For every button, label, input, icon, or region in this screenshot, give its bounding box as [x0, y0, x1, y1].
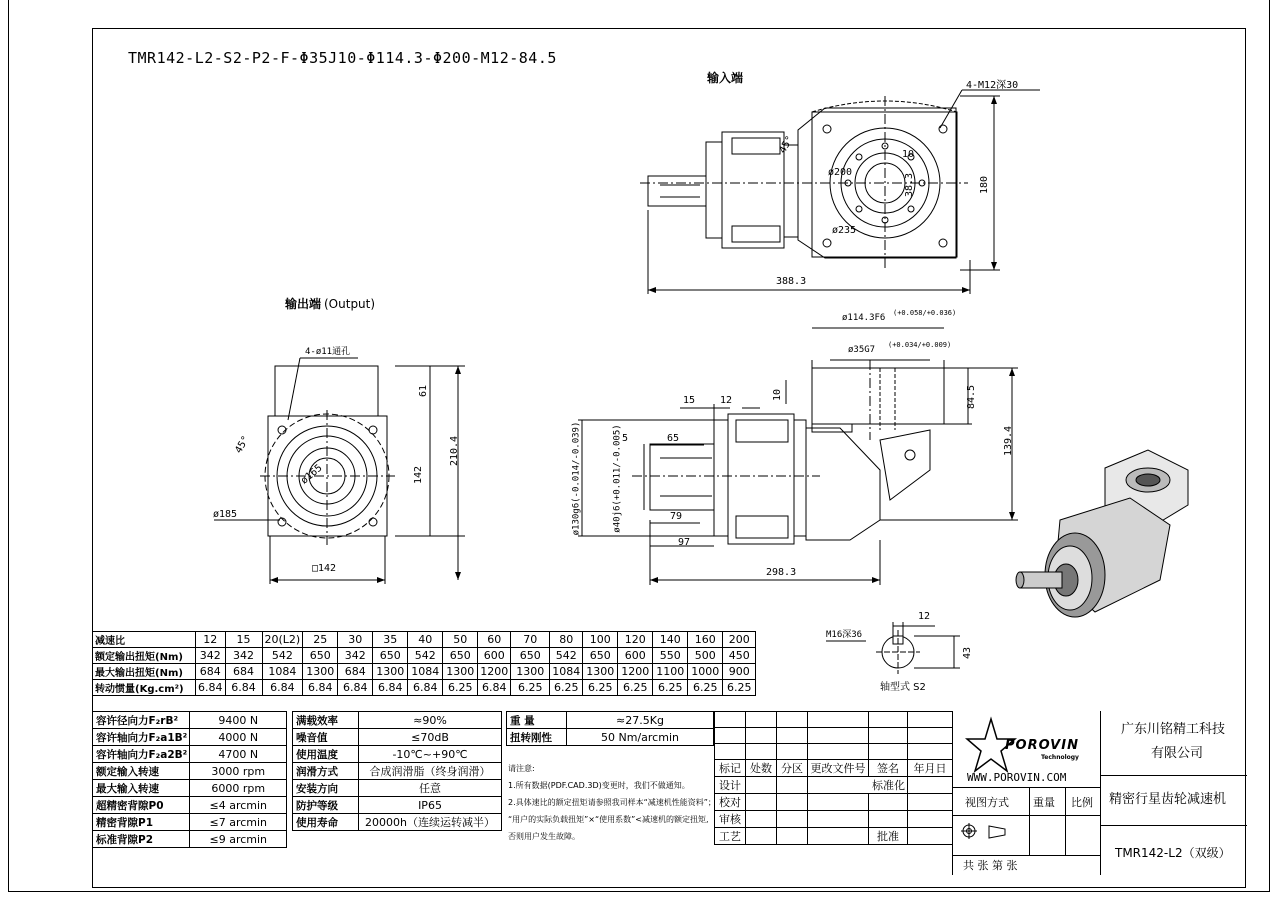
ratio-header-cell: 140	[653, 632, 688, 648]
spec-label: 安装方向	[293, 780, 359, 797]
gearbox-3d-render	[1016, 450, 1188, 617]
dim-298: 298.3	[766, 567, 797, 578]
ratio-cell: 450	[723, 648, 756, 664]
dim-10: 10	[902, 149, 915, 160]
spec-value: ≤4 arcmin	[190, 797, 287, 814]
ratio-cell: 600	[618, 648, 653, 664]
dim-d165: ø165	[298, 462, 325, 487]
spec-value: ≤7 arcmin	[190, 814, 287, 831]
output-view-label: 输出端	[285, 297, 322, 311]
ratio-cell: 342	[338, 648, 373, 664]
rev-standard: 标准化	[808, 777, 908, 794]
ratio-cell: 最大输出扭矩(Nm)	[93, 664, 196, 680]
rev-design: 设计	[715, 777, 746, 794]
dim-g35-tol: (+0.034/+0.009)	[888, 341, 952, 349]
note-line: 请注意:	[508, 764, 535, 773]
ratio-cell: 6.25	[653, 680, 688, 696]
ratio-header-cell: 200	[723, 632, 756, 648]
input-view-label: 输入端	[707, 71, 744, 85]
ratio-cell: 6.84	[408, 680, 443, 696]
spec-label: 润滑方式	[293, 763, 359, 780]
ratio-cell: 转动惯量(Kg.cm²)	[93, 680, 196, 696]
ratio-cell: 6.25	[443, 680, 478, 696]
ratio-cell: 542	[262, 648, 303, 664]
ratio-cell: 1300	[583, 664, 618, 680]
ratio-header-cell: 70	[511, 632, 550, 648]
spec-label: 满载效率	[293, 712, 359, 729]
spec-label: 容许轴向力F₂a2B²	[93, 746, 190, 763]
ratio-cell: 650	[511, 648, 550, 664]
ratio-cell: 1084	[550, 664, 583, 680]
scale-header: 比例	[1071, 796, 1093, 809]
spec-value: 任意	[359, 780, 502, 797]
dim-388: 388.3	[776, 276, 807, 287]
dim-hole11: 4-ø11通孔	[305, 347, 351, 357]
ratio-cell: 6.25	[723, 680, 756, 696]
weight-header: 重量	[1033, 796, 1055, 809]
dim-f114: ø114.3F6	[842, 313, 886, 323]
rev-approve: 批准	[869, 828, 908, 845]
ratio-cell: 600	[478, 648, 511, 664]
rev-review: 审核	[715, 811, 746, 828]
ratio-cell: 342	[196, 648, 226, 664]
ratio-cell: 684	[338, 664, 373, 680]
stiffness-label: 扭转刚性	[507, 729, 567, 746]
ratio-header-cell: 160	[688, 632, 723, 648]
ratio-header-cell: 15	[225, 632, 262, 648]
weight-label: 重 量	[507, 712, 567, 729]
rev-h-date: 年月日	[908, 760, 953, 777]
ratio-header-cell: 50	[443, 632, 478, 648]
spec-value: 4700 N	[190, 746, 287, 763]
product-name: 精密行星齿轮减速机	[1109, 792, 1227, 807]
dim-79: 79	[670, 511, 683, 522]
dim-d40: ø40j6(+0.011/-0.005)	[612, 424, 623, 533]
revision-table	[714, 711, 953, 845]
rev-craft: 工艺	[715, 828, 746, 845]
model-name: TMR142-L2（双级）	[1115, 846, 1231, 860]
ratio-cell: 650	[443, 648, 478, 664]
dim-210: 210.4	[449, 435, 461, 467]
weight-table	[506, 711, 714, 746]
brand-logo-text: POROVIN	[1005, 738, 1079, 753]
ratio-cell: 6.84	[338, 680, 373, 696]
spec-value: 4000 N	[190, 729, 287, 746]
ratio-cell: 6.25	[550, 680, 583, 696]
ratio-cell: 650	[373, 648, 408, 664]
ratio-cell: 1300	[373, 664, 408, 680]
spec-value: ≈90%	[359, 712, 502, 729]
spec-value: 6000 rpm	[190, 780, 287, 797]
ratio-header-cell: 100	[583, 632, 618, 648]
spec-mid-table	[292, 711, 502, 831]
dim-180: 180	[979, 175, 991, 195]
spec-label: 使用寿命	[293, 814, 359, 831]
ratio-cell: 684	[225, 664, 262, 680]
spec-value: 3000 rpm	[190, 763, 287, 780]
rev-h-doc: 更改文件号	[808, 760, 869, 777]
dim-65: 65	[667, 433, 680, 444]
spec-label: 防护等级	[293, 797, 359, 814]
spec-value: -10℃~+90℃	[359, 746, 502, 763]
dim-angle-45: 45°	[777, 134, 796, 156]
shaft-label: 轴型式 S2	[880, 682, 926, 693]
ratio-cell: 6.84	[373, 680, 408, 696]
ratio-cell: 额定输出扭矩(Nm)	[93, 648, 196, 664]
dim-d185: ø185	[213, 509, 238, 520]
company-name-1: 广东川铭精工科技	[1121, 722, 1226, 737]
rev-h-sign: 签名	[869, 760, 908, 777]
ratio-cell: 6.25	[618, 680, 653, 696]
dim-84: 84.5	[966, 384, 978, 410]
spec-label: 标准背隙P2	[93, 831, 190, 848]
view-method: 视图方式	[965, 796, 1009, 809]
ratio-cell: 342	[225, 648, 262, 664]
spec-value: 9400 N	[190, 712, 287, 729]
spec-value: 20000h（连续运转减半）	[359, 814, 502, 831]
dim-15: 15	[683, 395, 696, 406]
spec-value: 合成润滑脂（终身润滑）	[359, 763, 502, 780]
ratio-cell: 1084	[408, 664, 443, 680]
dim-d235: ø235	[832, 225, 857, 236]
dim-shaft-12: 12	[918, 611, 931, 622]
ratio-cell: 1200	[618, 664, 653, 680]
ratio-cell: 6.25	[688, 680, 723, 696]
dim-12: 12	[720, 395, 733, 406]
ratio-cell: 6.84	[262, 680, 303, 696]
ratio-cell: 500	[688, 648, 723, 664]
dim-43: 43	[962, 646, 974, 660]
dim-139: 139.4	[1003, 425, 1015, 457]
spec-label: 额定输入转速	[93, 763, 190, 780]
company-block	[1100, 711, 1247, 875]
spec-label: 容许轴向力F₂a1B²	[93, 729, 190, 746]
ratio-cell: 6.84	[478, 680, 511, 696]
rev-check: 校对	[715, 794, 746, 811]
ratio-cell: 900	[723, 664, 756, 680]
ratio-cell: 6.25	[511, 680, 550, 696]
stiffness-value: 50 Nm/arcmin	[567, 729, 714, 746]
ratio-header-cell: 减速比	[93, 632, 196, 648]
spec-left-table	[92, 711, 287, 848]
side-view-gearbox	[578, 328, 1018, 585]
brand-url: WWW.POROVIN.COM	[967, 771, 1067, 784]
spec-label: 精密背隙P1	[93, 814, 190, 831]
dim-g35: ø35G7	[848, 345, 876, 355]
dim-f114-tol: (+0.058/+0.036)	[893, 309, 957, 317]
ratio-cell: 1300	[303, 664, 338, 680]
ratio-cell: 6.84	[225, 680, 262, 696]
dim-angle-45b: 45°	[233, 434, 252, 456]
ratio-header-cell: 40	[408, 632, 443, 648]
spec-label: 超精密背隙P0	[93, 797, 190, 814]
drawing-title: TMR142-L2-S2-P2-F-Φ35J10-Φ114.3-Φ200-M12-84.5	[128, 49, 557, 67]
rev-h-count: 处数	[746, 760, 777, 777]
spec-value: ≤9 arcmin	[190, 831, 287, 848]
brand-tech: Technology	[1041, 754, 1079, 761]
spec-label: 使用温度	[293, 746, 359, 763]
note-line: “用户的实际负载扭矩”×“使用系数”<减速机的额定扭矩,	[508, 815, 709, 824]
dim-61: 61	[418, 384, 430, 398]
ratio-cell: 650	[583, 648, 618, 664]
ratio-cell: 1200	[478, 664, 511, 680]
ratio-header-cell: 25	[303, 632, 338, 648]
note-line: 1.所有数据(PDF.CAD.3D)变更时，我们不做通知。	[508, 781, 690, 790]
ratio-cell: 1084	[262, 664, 303, 680]
spec-label: 容许径向力F₂rB²	[93, 712, 190, 729]
company-name-2: 有限公司	[1151, 746, 1204, 761]
dim-142: 142	[413, 465, 425, 485]
note-line: 否则用户发生故障。	[508, 832, 580, 841]
output-view-label-en: (Output)	[324, 297, 376, 311]
ratio-header-cell: 120	[618, 632, 653, 648]
dim-5: 5	[622, 433, 629, 444]
brand-block	[952, 711, 1101, 875]
ratio-header-cell: 30	[338, 632, 373, 648]
ratio-table	[92, 631, 756, 696]
ratio-cell: 6.84	[303, 680, 338, 696]
dim-sq142: □142	[312, 563, 337, 574]
spec-label: 噪音值	[293, 729, 359, 746]
dim-38: 38.3	[904, 172, 916, 198]
ratio-cell: 550	[653, 648, 688, 664]
rev-h-zone: 分区	[777, 760, 808, 777]
ratio-cell: 6.84	[196, 680, 226, 696]
ratio-cell: 650	[303, 648, 338, 664]
notes-block	[508, 760, 716, 845]
dim-m12: 4-M12深30	[966, 80, 1019, 91]
ratio-cell: 542	[550, 648, 583, 664]
spec-label: 最大输入转速	[93, 780, 190, 797]
ratio-cell: 1100	[653, 664, 688, 680]
ratio-cell: 1300	[511, 664, 550, 680]
ratio-cell: 542	[408, 648, 443, 664]
dim-97: 97	[678, 537, 691, 548]
projection-symbol-icon	[959, 821, 1019, 845]
ratio-cell: 684	[196, 664, 226, 680]
dim-d130: ø130g6(-0.014/-0.039)	[571, 421, 582, 536]
ratio-cell: 1000	[688, 664, 723, 680]
dim-10b: 10	[772, 388, 784, 402]
ratio-header-cell: 20(L2)	[262, 632, 303, 648]
ratio-cell: 1300	[443, 664, 478, 680]
dim-m16: M16深36	[826, 630, 863, 640]
sheets-text: 共 张 第 张	[963, 859, 1018, 872]
ratio-header-cell: 60	[478, 632, 511, 648]
rev-h-mark: 标记	[715, 760, 746, 777]
note-line: 2.具体速比的额定扭矩请参照我司样本“减速机性能资料”；	[508, 798, 716, 807]
spec-value: IP65	[359, 797, 502, 814]
ratio-header-cell: 80	[550, 632, 583, 648]
spec-value: ≤70dB	[359, 729, 502, 746]
ratio-header-cell: 12	[196, 632, 226, 648]
ratio-header-cell: 35	[373, 632, 408, 648]
dim-d200: ø200	[828, 167, 853, 178]
weight-value: ≈27.5Kg	[567, 712, 714, 729]
ratio-cell: 6.25	[583, 680, 618, 696]
